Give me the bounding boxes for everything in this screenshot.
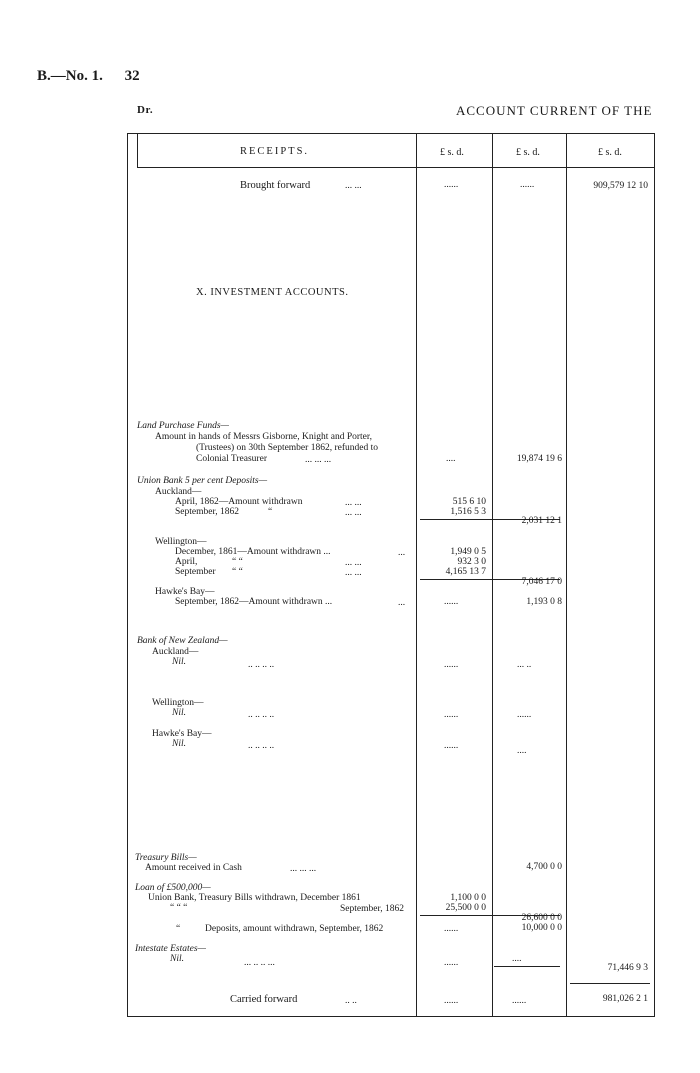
- brought-forward-dots: ... ...: [345, 181, 362, 191]
- union-wellington: Wellington—: [155, 537, 207, 547]
- union-w-sep-dots: ... ...: [345, 568, 362, 578]
- treasury-heading: Treasury Bills—: [135, 853, 197, 863]
- intestate-nil: Nil.: [170, 954, 184, 964]
- union-w-dec-dots: ...: [398, 548, 406, 558]
- loan-heading: Loan of £500,000—: [135, 883, 211, 893]
- left-rule-head: [137, 133, 138, 167]
- land-purchase-line3: Colonial Treasurer: [196, 454, 267, 464]
- bnz-h-dots: .. .. .. ..: [248, 741, 275, 751]
- header-rule: [137, 167, 654, 168]
- bnz-h-c1: ......: [444, 741, 459, 751]
- carried-forward-label: Carried forward: [230, 994, 298, 1005]
- union-a-apr: April, 1862—Amount withdrawn: [175, 497, 303, 507]
- bnz-w-nil: Nil.: [172, 708, 186, 718]
- bnz-w-c2: ......: [517, 710, 532, 720]
- loan-line1: Union Bank, Treasury Bills withdrawn, December 1861: [148, 893, 361, 903]
- land-purchase-dots: ... ... ...: [305, 455, 332, 465]
- land-purchase-line1: Amount in hands of Messrs Gisborne, Knight and Porter,: [155, 432, 373, 442]
- land-purchase-c2: 19,874 19 6: [516, 454, 562, 464]
- bnz-heading: Bank of New Zealand—: [137, 636, 228, 646]
- loan-line3-ditto: “: [176, 924, 181, 934]
- treasury-c2: 4,700 0 0: [526, 862, 562, 872]
- union-w-apr-ditto: “ “: [232, 557, 243, 567]
- col2-rule: [492, 133, 493, 1017]
- union-w-sep-c1: 4,165 13 7: [445, 567, 486, 577]
- loan-line2: September, 1862: [340, 904, 404, 914]
- land-purchase-c1: ....: [446, 454, 456, 464]
- union-a-total: 2,031 12 1: [521, 516, 562, 526]
- union-w-dec-c1: 1,949 0 5: [450, 547, 486, 557]
- carried-forward-c3: 981,026 2 1: [602, 994, 648, 1004]
- brought-forward-c2: ......: [520, 180, 535, 190]
- union-w-apr-dots: ... ...: [345, 558, 362, 568]
- bnz-hawkes: Hawke's Bay—: [152, 729, 212, 739]
- bnz-h-c2: ....: [517, 746, 527, 756]
- union-w-total: 7,046 17 0: [521, 577, 562, 587]
- intestate-heading: Intestate Estates—: [135, 944, 206, 954]
- col1-rule: [416, 133, 417, 1017]
- loan-line3-c1: ......: [444, 924, 459, 934]
- land-purchase-line2: (Trustees) on 30th September 1862, refunded to: [196, 443, 378, 453]
- union-bank-heading: Union Bank 5 per cent Deposits—: [137, 476, 268, 486]
- union-h-dots: ...: [398, 598, 406, 608]
- union-a-apr-dots: ... ...: [345, 498, 362, 508]
- loan-line1-c1: 1,100 0 0: [450, 893, 486, 903]
- union-a-sep-ditto: “: [268, 507, 273, 517]
- union-h-sep: September, 1862—Amount withdrawn ...: [175, 597, 333, 607]
- section-title: X. INVESTMENT ACCOUNTS.: [196, 287, 349, 298]
- col2-heading: £ s. d.: [516, 147, 540, 158]
- bnz-a-c1: ......: [444, 660, 459, 670]
- brought-forward-c3: 909,579 12 10: [593, 181, 648, 191]
- union-w-sep-ditto: “ “: [232, 567, 243, 577]
- col3-heading: £ s. d.: [598, 147, 622, 158]
- union-hawkes: Hawke's Bay—: [155, 587, 215, 597]
- account-title: ACCOUNT CURRENT OF THE: [456, 103, 653, 118]
- union-a-sep: September, 1862: [175, 507, 239, 517]
- union-h-c1: ......: [444, 597, 459, 607]
- page-number: 32: [124, 68, 140, 84]
- carried-forward-c1: ......: [444, 996, 459, 1006]
- doc-ref: B.—No. 1.: [37, 68, 103, 84]
- loan-line2-ditto: “ “ “: [170, 903, 188, 913]
- union-a-apr-c1: 515 6 10: [452, 497, 486, 507]
- carried-forward-c2: ......: [512, 996, 527, 1006]
- bnz-a-nil: Nil.: [172, 657, 186, 667]
- treasury-dots: ... ... ...: [290, 864, 317, 874]
- bnz-w-c1: ......: [444, 710, 459, 720]
- bnz-h-nil: Nil.: [172, 739, 186, 749]
- bnz-wellington: Wellington—: [152, 698, 204, 708]
- table-top-rule: [127, 133, 654, 134]
- intestate-dots: ... .. .. ...: [244, 958, 275, 968]
- intestate-c2: ....: [512, 954, 522, 964]
- bnz-a-dots: .. .. .. ..: [248, 660, 275, 670]
- right-rule: [654, 133, 655, 1017]
- union-a-sep-c1: 1,516 5 3: [450, 507, 486, 517]
- table-bottom-rule: [127, 1016, 654, 1017]
- treasury-line: Amount received in Cash: [145, 863, 242, 873]
- land-purchase-heading: Land Purchase Funds—: [137, 421, 230, 431]
- union-a-sep-dots: ... ...: [345, 508, 362, 518]
- union-auckland: Auckland—: [155, 487, 202, 497]
- union-w-apr: April,: [175, 557, 198, 567]
- loan-line2-c1: 25,500 0 0: [445, 903, 486, 913]
- loan-line3-c2: 10,000 0 0: [521, 923, 562, 933]
- receipts-heading: RECEIPTS.: [240, 146, 310, 157]
- loan-line3: Deposits, amount withdrawn, September, 1862: [205, 924, 384, 934]
- carried-forward-dots: .. ..: [345, 996, 357, 1006]
- bnz-auckland: Auckland—: [152, 647, 199, 657]
- loan-line2-c2: 26,600 0 0: [521, 913, 562, 923]
- bnz-a-c2: ... ..: [517, 660, 532, 670]
- intestate-c3: 71,446 9 3: [607, 963, 648, 973]
- brought-forward-c1: ......: [444, 180, 459, 190]
- intestate-rule: [494, 966, 560, 967]
- outer-left-rule: [127, 133, 128, 1017]
- col1-heading: £ s. d.: [440, 147, 464, 158]
- union-h-c2: 1,193 0 8: [526, 597, 562, 607]
- bnz-w-dots: .. .. .. ..: [248, 710, 275, 720]
- dr-label: Dr.: [137, 104, 154, 116]
- brought-forward-label: Brought forward: [240, 180, 311, 191]
- col3-rule: [566, 133, 567, 1017]
- grand-total-rule: [570, 983, 650, 984]
- intestate-c1: ......: [444, 958, 459, 968]
- page-reference: [37, 68, 140, 85]
- union-w-sep: September: [175, 567, 216, 577]
- union-w-dec: December, 1861—Amount withdrawn ...: [175, 547, 331, 557]
- union-w-apr-c1: 932 3 0: [457, 557, 486, 567]
